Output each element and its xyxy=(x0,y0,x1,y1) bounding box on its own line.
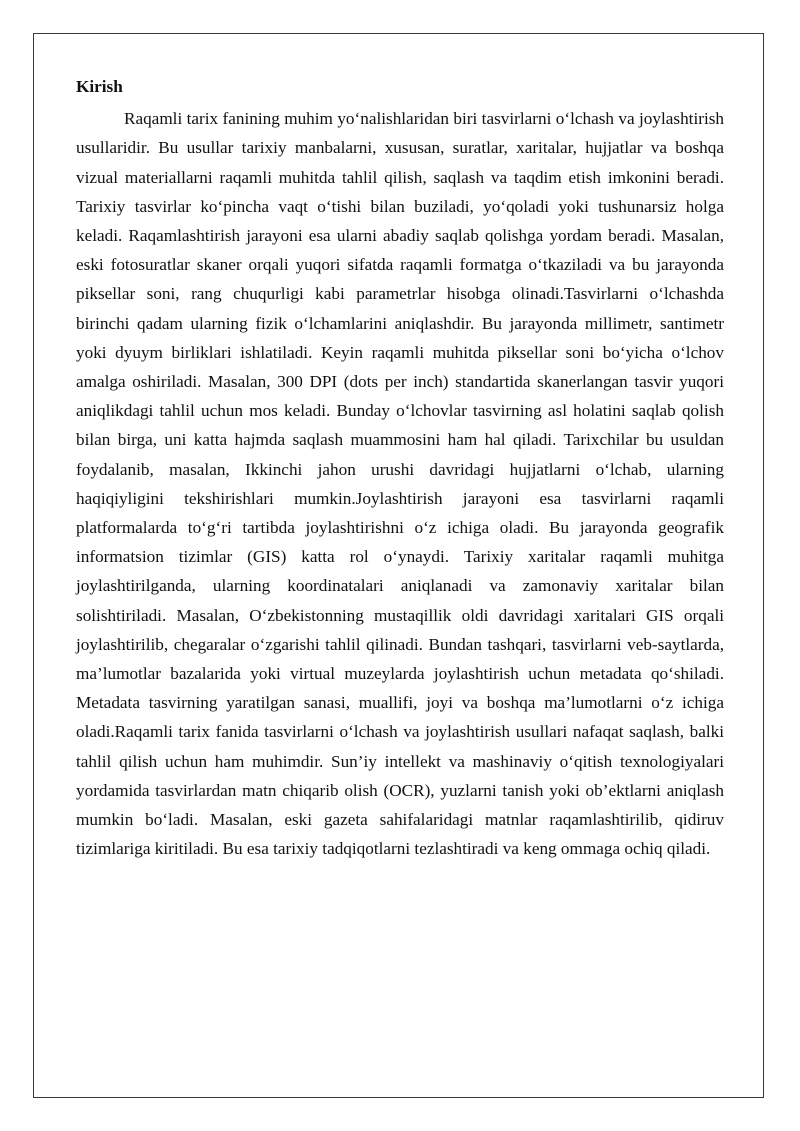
section-heading: Kirish xyxy=(76,77,123,96)
document-body xyxy=(76,72,724,863)
body-paragraph: Raqamli tarix fanining muhim yo‘nalishlaridan biri tasvirlarni o‘lchash va joylashtirish usullaridir. Bu usullar tarixiy manbalarni, xususan, suratlar, xaritalar, hujjatlar va boshqa vizual materiallarni raqamli muhitda tahlil qilish, saqlash va taqdim etish imkonini beradi. Tarixiy tasvirlar ko‘pincha vaqt o‘tishi bilan buziladi, yo‘qoladi yoki tushunarsiz holga keladi. Raqamlashtirish jarayoni esa ularni abadiy saqlab qolishga yordam beradi. Masalan, eski fotosuratlar skaner orqali yuqori sifatda raqamli formatga o‘tkaziladi va bu jarayonda piksellar soni, rang chuqurligi kabi parametrlar hisobga olinadi.Tasvirlarni o‘lchashda birinchi qadam ularning fizik o‘lchamlarini aniqlashdir. Bu jarayonda millimetr, santimetr yoki dyuym birliklari ishlatiladi. Keyin raqamli muhitda piksellar soni bo‘yicha o‘lchov amalga oshiriladi. Masalan, 300 DPI (dots per inch) standartida skanerlangan tasvir yuqori aniqlikdagi tahlil uchun mos keladi. Bunday o‘lchovlar tasvirning asl holatini saqlab qolish bilan birga, uni katta hajmda saqlash muammosini ham hal qiladi. Tarixchilar bu usuldan foydalanib, masalan, Ikkinchi jahon urushi davridagi hujjatlarni o‘lchab, ularning haqiqiyligini tekshirishlari mumkin.Joylashtirish jarayoni esa tasvirlarni raqamli platformalarda to‘g‘ri tartibda joylashtirishni o‘z ichiga oladi. Bu jarayonda geografik informatsion tizimlar (GIS) katta rol o‘ynaydi. Tarixiy xaritalar raqamli muhitga joylashtirilganda, ularning koordinatalari aniqlanadi va zamonaviy xaritalar bilan solishtiriladi. Masalan, O‘zbekistonning mustaqillik oldi davridagi xaritalari GIS orqali joylashtirilib, chegaralar o‘zgarishi tahlil qilinadi. Bundan tashqari, tasvirlarni veb-saytlarda, ma’lumotlar bazalarida yoki virtual muzeylarda joylashtirish uchun metadata qo‘shiladi. Metadata tasvirning yaratilgan sanasi, muallifi, joyi va boshqa ma’lumotlarni o‘z ichiga oladi.Raqamli tarix fanida tasvirlarni o‘lchash va joylashtirish usullari nafaqat saqlash, balki tahlil qilish uchun ham muhimdir. Sun’iy intellekt va mashinaviy o‘qitish texnologiyalari yordamida tasvirlardan matn chiqarib olish (OCR), yuzlarni tanish yoki ob’ektlarni aniqlash mumkin bo‘ladi. Masalan, eski gazeta sahifalaridagi matnlar raqamlashtirilib, qidiruv tizimlariga kiritiladi. Bu esa tarixiy tadqiqotlarni tezlashtiradi va keng ommaga ochiq qiladi. xyxy=(76,109,724,859)
